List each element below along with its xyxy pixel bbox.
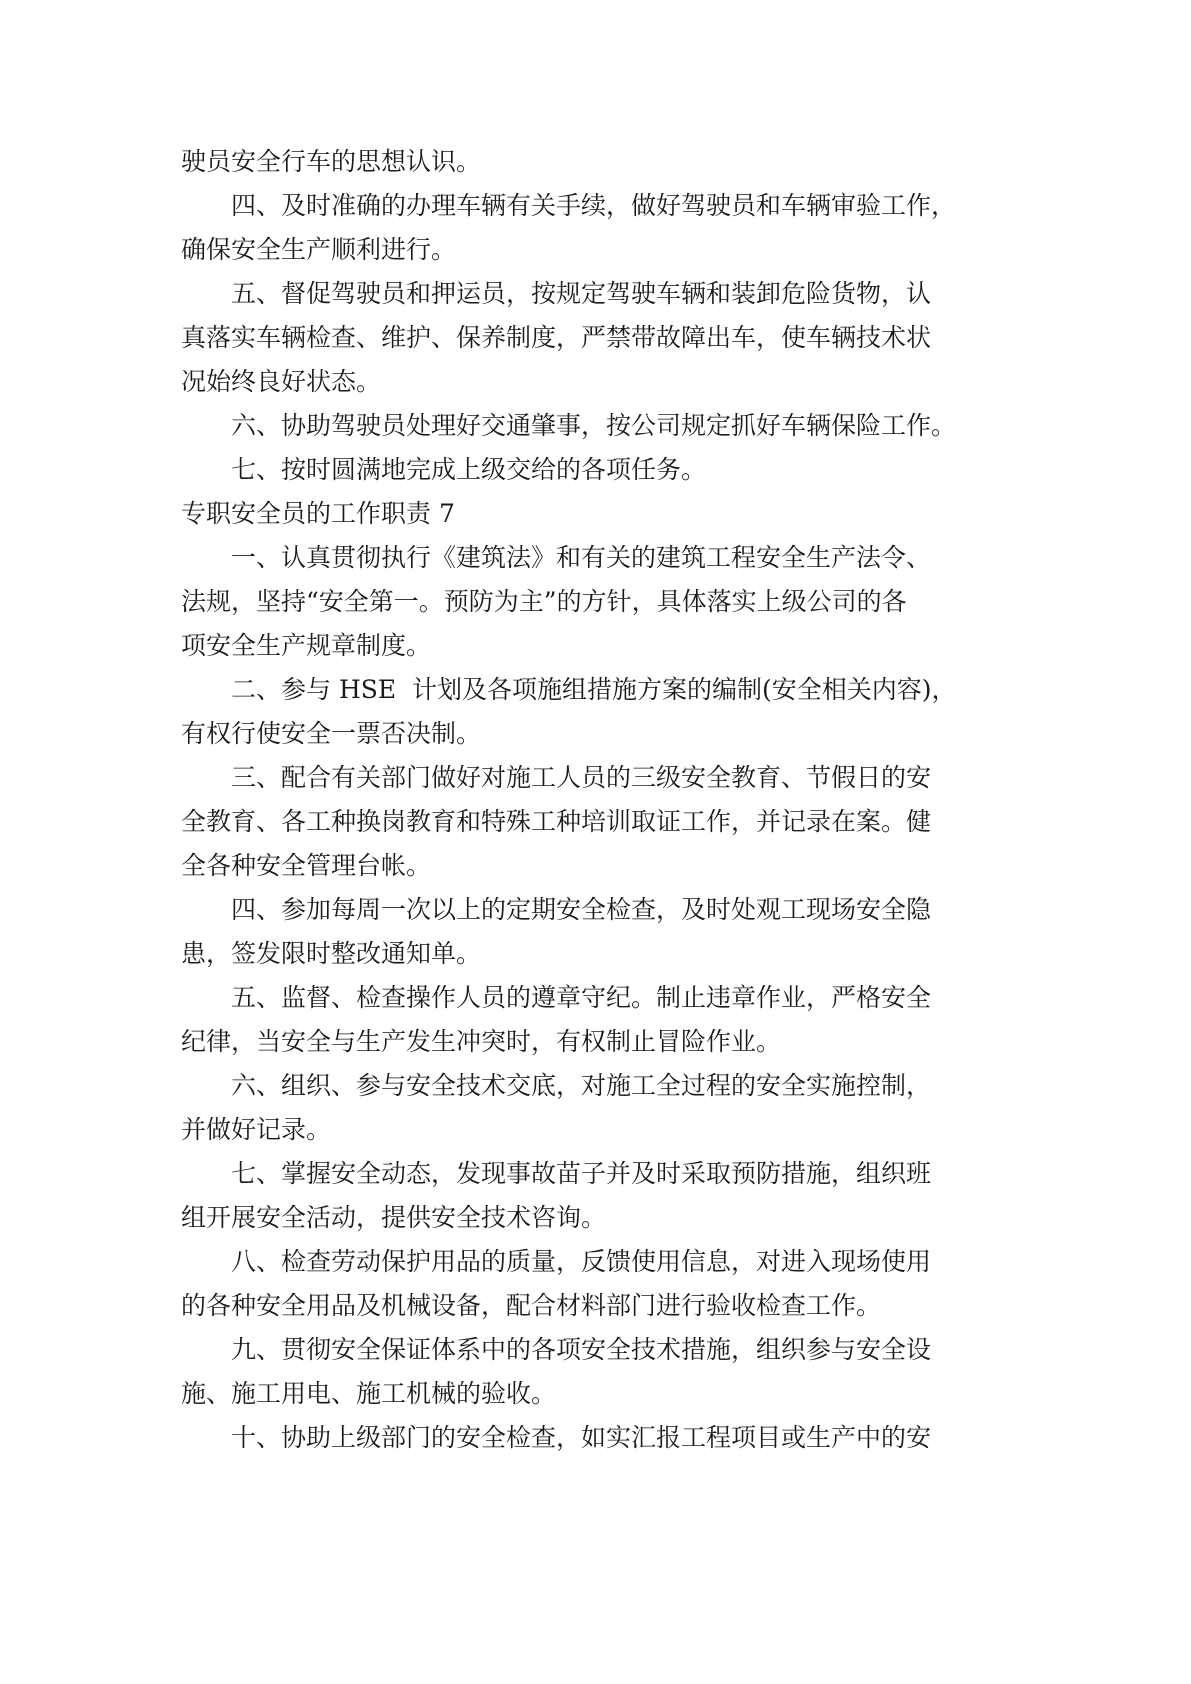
body-line: 确保安全生产顺利进行。 (181, 235, 457, 264)
body-line: 全各种安全管理台帐。 (181, 851, 432, 880)
body-line: 全教育、各工种换岗教育和特殊工种培训取证工作，并记录在案。健 (181, 807, 932, 836)
document-body (181, 140, 1021, 1460)
body-line: 有权行使安全一票否决制。 (181, 719, 482, 748)
body-line: 四、参加每周一次以上的定期安全检查，及时处观工现场安全隐 (231, 895, 932, 924)
section-heading: 专职安全员的工作职责 7 (181, 499, 455, 528)
body-line: 十、协助上级部门的安全检查，如实汇报工程项目或生产中的安 (231, 1423, 932, 1452)
body-line: 真落实车辆检查、维护、保养制度，严禁带故障出车，使车辆技术状 (181, 323, 932, 352)
body-line: 驶员安全行车的思想认识。 (181, 147, 482, 176)
body-line: 二、参与 HSE 计划及各项施组措施方案的编制(安全相关内容)， (231, 675, 957, 704)
body-line: 六、组织、参与安全技术交底，对施工全过程的安全实施控制， (231, 1071, 932, 1100)
body-line: 的各种安全用品及机械设备，配合材料部门进行验收检查工作。 (181, 1291, 882, 1320)
body-line: 八、检查劳动保护用品的质量，反馈使用信息，对进入现场使用 (231, 1247, 932, 1276)
body-line: 七、掌握安全动态，发现事故苗子并及时采取预防措施，组织班 (231, 1159, 932, 1188)
body-line: 三、配合有关部门做好对施工人员的三级安全教育、节假日的安 (231, 763, 932, 792)
body-line: 四、及时准确的办理车辆有关手续，做好驾驶员和车辆审验工作， (231, 191, 957, 220)
body-line: 纪律，当安全与生产发生冲突时，有权制止冒险作业。 (181, 1027, 782, 1056)
body-line: 五、督促驾驶员和押运员，按规定驾驶车辆和装卸危险货物，认 (231, 279, 932, 308)
body-line: 项安全生产规章制度。 (181, 631, 432, 660)
body-line: 九、贯彻安全保证体系中的各项安全技术措施，组织参与安全设 (231, 1335, 932, 1364)
body-line: 七、按时圆满地完成上级交给的各项任务。 (231, 455, 707, 484)
body-line: 组开展安全活动，提供安全技术咨询。 (181, 1203, 607, 1232)
body-line: 施、施工用电、施工机械的验收。 (181, 1379, 557, 1408)
body-line: 况始终良好状态。 (181, 367, 382, 396)
body-line: 五、监督、检查操作人员的遵章守纪。制止违章作业，严格安全 (231, 983, 932, 1012)
body-line: 患，签发限时整改通知单。 (181, 939, 482, 968)
body-line: 六、协助驾驶员处理好交通肇事，按公司规定抓好车辆保险工作。 (231, 411, 957, 440)
body-line: 一、认真贯彻执行《建筑法》和有关的建筑工程安全生产法令、 (231, 543, 932, 572)
body-line: 并做好记录。 (181, 1115, 332, 1144)
body-line: 法规，坚持“安全第一。预防为主”的方针，具体落实上级公司的各 (181, 587, 907, 616)
